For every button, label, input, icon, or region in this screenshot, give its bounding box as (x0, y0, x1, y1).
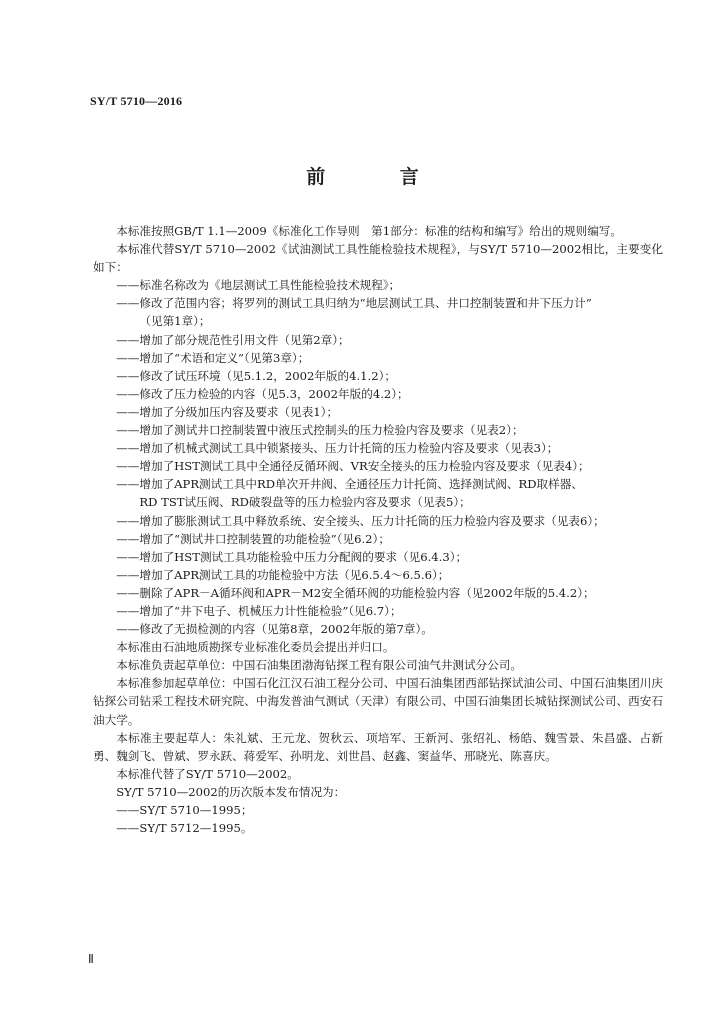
paragraph-lead-drafter: 本标准负责起草单位：中国石油集团渤海钻探工程有限公司油气井测试分公司。 (116, 658, 522, 673)
history-list (93, 801, 663, 837)
page-title: 前 言 (306, 166, 453, 188)
changes-list (93, 276, 663, 638)
paragraph-drafting-rules: 本标准按照GB/T 1.1—2009《标准化工作导则 第1部分：标准的结构和编写》给出的规则编写。 (116, 224, 622, 238)
paragraph-main-drafters: 本标准主要起草人：朱礼斌、王元龙、贺秋云、项培军、王新河、张绍礼、杨皓、魏雪景、朱昌盛、占新勇、魏剑飞、曾斌、罗永跃、蒋爱军、孙明龙、刘世昌、赵鑫、窦益华、邢晓光、陈喜庆。 (93, 730, 663, 763)
list-item: ——SY/T 5710—1995； (116, 803, 253, 817)
list-item: ——修改了无损检测的内容（见第8章，2002年版的第7章）。 (116, 622, 433, 637)
list-item: ——修改了试压环境（见5.1.2，2002年版的4.1.2）； (116, 368, 396, 383)
paragraph-history-intro: SY/T 5710—2002的历次版本发布情况为： (116, 784, 346, 799)
list-item: ——增加了HST测试工具中全通径反循环阀、VR安全接头的压力检验内容及要求（见表4）； (116, 459, 590, 474)
list-item: ——增加了“井下电子、机械压力计性能检验”（见6.7）； (116, 603, 402, 618)
list-item: ——增加了APR测试工具中RD单次开井阀、全通径压力计托筒、选择测试阀、RD取样器、 (116, 477, 583, 492)
paragraph-replaces: 本标准代替了SY/T 5710—2002。 (116, 766, 299, 781)
list-item: ——增加了分级加压内容及要求（见表1）； (116, 404, 339, 419)
paragraph-participating-drafters: 本标准参加起草单位：中国石化江汉石油工程分公司、中国石油集团西部钻探试油公司、中国石油集团川庆钻探公司钻采工程技术研究院、中海发普油气测试（天津）有限公司、中国石油集团长城钻探测试公司、西安石油大学。 (93, 676, 663, 727)
list-item: ——修改了压力检验的内容（见5.3，2002年版的4.2）； (116, 386, 409, 401)
standard-code: SY/T 5710—2016 (90, 94, 183, 108)
paragraph-replacement: 本标准代替SY/T 5710—2002《试油测试工具性能检验技术规程》，与SY/T 5710—2002相比，主要变化如下： (93, 242, 663, 275)
list-item: ——标准名称改为《地层测试工具性能检验技术规程》； (116, 278, 401, 293)
list-item: ——删除了APR－A循环阀和APR－M2安全循环阀的功能检验内容（见2002年版的5.4.2）； (116, 585, 595, 600)
list-item-continuation: RD TST试压阀、RD破裂盘等的压力检验内容及要求（见表5）； (139, 495, 471, 510)
list-item-continuation: （见第1章）； (139, 314, 211, 329)
list-item: ——增加了“测试井口控制装置的功能检验”（见6.2）； (116, 531, 390, 546)
list-item: ——增加了机械式测试工具中锁紧接头、压力计托筒的压力检验内容及要求（见表3）； (116, 441, 559, 456)
page-number: Ⅱ (88, 952, 94, 966)
list-item: ——增加了测试井口控制装置中液压式控制头的压力检验内容及要求（见表2）； (116, 423, 524, 438)
paragraph-proposer: 本标准由石油地质勘探专业标准化委员会提出并归口。 (116, 640, 395, 655)
list-item: ——增加了APR测试工具的功能检验中方法（见6.5.4～6.5.6）； (116, 567, 450, 582)
list-item: ——增加了HST测试工具功能检验中压力分配阀的要求（见6.4.3）； (116, 549, 468, 564)
foreword-body (93, 222, 663, 837)
list-item: ——增加了膨胀测试工具中释放系统、安全接头、压力计托筒的压力检验内容及要求（见表6）； (116, 513, 605, 528)
list-item: ——修改了范围内容；将罗列的测试工具归纳为“地层测试工具、井口控制装置和井下压力计” (116, 296, 592, 311)
list-item: ——增加了部分规范性引用文件（见第2章）； (116, 332, 350, 347)
list-item: ——增加了“术语和定义”（见第3章）； (116, 350, 310, 365)
list-item: ——SY/T 5712—1995。 (116, 821, 253, 836)
